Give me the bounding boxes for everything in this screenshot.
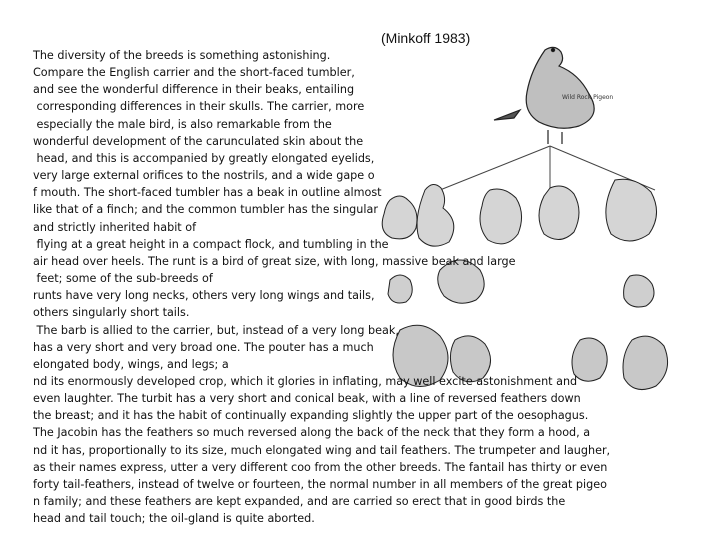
- passage-line: The Jacobin has the feathers so much reversed along the back of the neck that they form a hood, a: [33, 426, 591, 440]
- passage-line: The barb is allied to the carrier, but, instead of a very long beak,: [33, 323, 399, 337]
- passage: [33, 47, 693, 527]
- passage-line: as their names express, utter a very different coo from the other breeds. The fantail has thirty or even: [33, 460, 608, 474]
- figure-caption: Wild Rock Pigeon: [562, 94, 614, 101]
- passage-line: flying at a great height in a compact flock, and tumbling in the: [33, 237, 389, 251]
- passage-line: The diversity of the breeds is something astonishing.: [33, 49, 331, 62]
- passage-line: Compare the English carrier and the short-faced tumbler,: [33, 66, 355, 80]
- passage-line: even laughter. The turbit has a very short and conical beak, with a line of reversed feathers down: [33, 392, 581, 406]
- passage-line: air head over heels. The runt is a bird of great size, with long, massive beak and large: [33, 254, 516, 268]
- passage-line: the breast; and it has the habit of continually expanding slightly the upper part of the oesophagus.: [33, 409, 589, 423]
- passage-line: wonderful development of the carunculated skin about the: [33, 134, 364, 148]
- passage-line: nd it has, proportionally to its size, much elongated wing and tail feathers. The trumpeter and laugher,: [33, 443, 611, 457]
- passage-line: and strictly inherited habit of: [33, 220, 197, 234]
- passage-line: very large external orifices to the nostrils, and a wide gape o: [33, 169, 375, 183]
- passage-line: has a very short and very broad one. The pouter has a much: [33, 340, 374, 354]
- passage-line: n family; and these feathers are kept expanded, and are carried so erect that in good birds the: [33, 495, 566, 509]
- passage-line: nd its enormously developed crop, which it glories in inflating, may well excite astonishment and: [33, 374, 578, 388]
- passage-line: and see the wonderful difference in their beaks, entailing: [33, 83, 355, 97]
- passage-line: others singularly short tails.: [33, 306, 190, 320]
- passage-line: feet; some of the sub-breeds of: [33, 272, 213, 286]
- passage-line: especially the male bird, is also remarkable from the: [33, 117, 332, 131]
- citation: (Minkoff 1983): [381, 30, 471, 46]
- passage-line: runts have very long necks, others very long wings and tails,: [33, 289, 375, 303]
- passage-line: head and tail touch; the oil-gland is quite aborted.: [33, 512, 315, 526]
- passage-line: corresponding differences in their skulls. The carrier, more: [33, 100, 365, 114]
- passage-line: f mouth. The short-faced tumbler has a beak in outline almost: [33, 186, 382, 200]
- passage-line: head, and this is accompanied by greatly elongated eyelids,: [33, 151, 375, 165]
- passage-line: like that of a finch; and the common tumbler has the singular: [33, 203, 378, 217]
- passage-line: elongated body, wings, and legs; a: [33, 357, 229, 371]
- passage-line: forty tail-feathers, instead of twelve or fourteen, the normal number in all members of the great pigeo: [33, 477, 607, 491]
